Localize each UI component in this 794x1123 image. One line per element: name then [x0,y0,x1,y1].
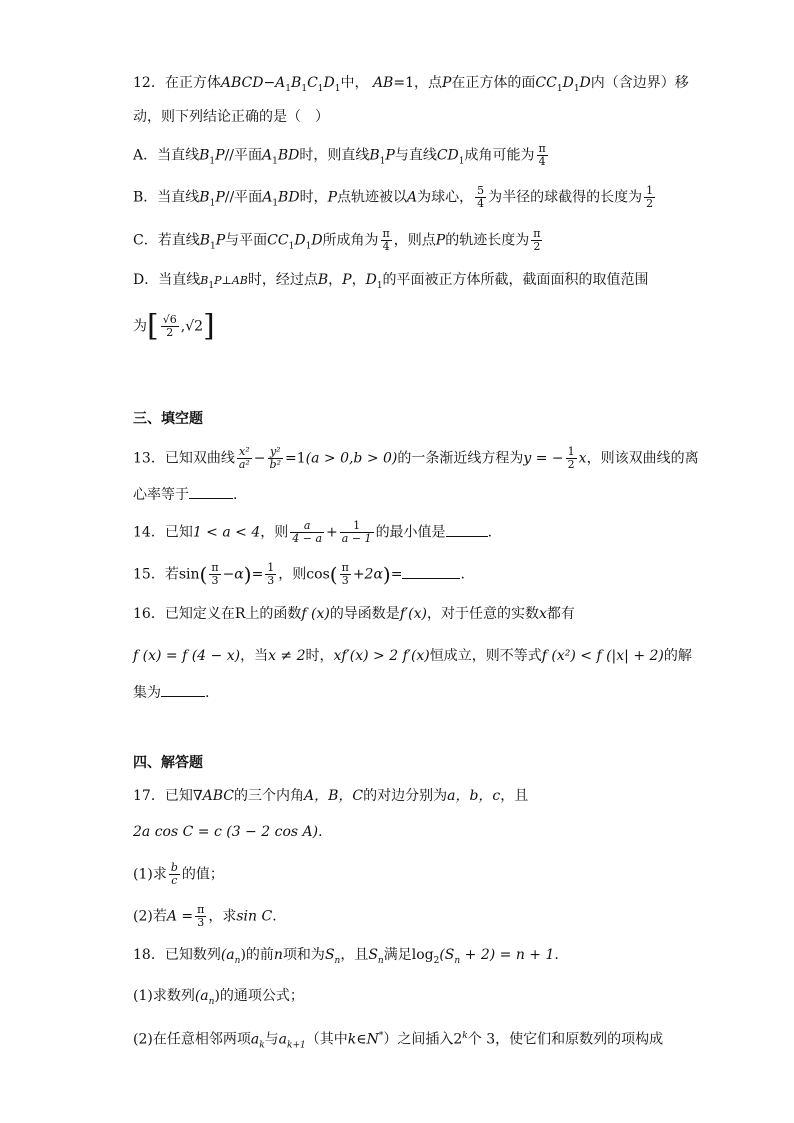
fraction [268,446,283,471]
q16-text: ，对于任意的实数 [427,606,539,622]
q18-sub: k+1 [287,1040,306,1051]
q12-sub: 1 [334,83,341,94]
option-text: 的平面被正方体所截，截面面积的取值范围 [382,272,649,288]
q16-math: x ≠ 2 [268,648,306,664]
q15-text: 15．若 [133,566,179,583]
fraction [340,520,374,545]
q17-text: (1)求 [133,866,167,883]
q12-sub: 1 [285,83,292,94]
q16-text: 集为 [133,685,161,701]
q13-text: ，则该双曲线的离 [586,450,699,467]
fraction-denominator: 4 − a [292,532,323,545]
fraction-numerator: x² [237,446,252,459]
q18-line1 [133,945,559,971]
q12-math: D [579,75,591,91]
option-text: 为球心， [417,189,474,206]
q15-math: = [390,566,403,583]
option-sub: 1 [458,156,465,167]
q12-math: B [291,75,302,91]
q18-math: ) [240,947,246,963]
fraction-numerator: 1 [267,561,275,574]
option-math: BD [278,189,300,206]
q16-math: xf′(x) > 2 f′(x) [333,648,430,664]
q12-text: 中， [340,75,369,91]
q15-text: . [460,566,465,583]
fraction-numerator: √6 [162,313,177,326]
q15-line [133,562,465,587]
q16-math: f (x²) < f (|x| + 2) [541,648,664,664]
fraction-denominator: b² [269,458,281,471]
option-math: B [200,274,209,287]
q18-sub: n [377,955,384,966]
q13-line2 [133,484,237,505]
paren-left: ( [329,562,338,587]
option-sub: 1 [376,280,383,291]
q18-text: 18．已知数列 [133,947,221,963]
q12-math: D [562,75,574,91]
paren-left: ( [199,562,208,587]
fraction-numerator: 1 [646,184,654,197]
q15-math: cos [306,566,330,583]
q18-text: 的前 [245,947,274,963]
q12-math: D [323,75,335,91]
q12-line2: 动，则下列结论正确的是（ ） [133,109,329,125]
q12-text: 内（含边界）移 [590,75,689,91]
option-text: //平面 [224,147,263,164]
q18-text: ，且 [340,947,369,963]
q17-math: A = [166,908,194,925]
option-text: A．当直线 [133,147,200,164]
q13-math: x [578,450,587,467]
option-math: A [406,189,418,206]
q17-part2 [133,904,277,929]
q17-text: 17．已知 [133,788,193,804]
q16-line3 [133,682,209,703]
q12-text: 在正方体的面 [451,75,536,91]
option-math: BD [277,147,300,164]
fraction [340,562,351,587]
bracket-right: ] [203,308,215,344]
q12-option-a [133,143,550,171]
q12-sub: 1 [573,83,580,94]
q18-math: n [273,947,283,963]
fraction-numerator: π [197,903,205,916]
fraction-numerator: π [211,561,219,574]
q12-sub: 1 [317,83,324,94]
fraction [381,228,392,253]
q17-text: 的对边分别为 [363,788,448,804]
q16-math: x [539,606,547,622]
fraction [195,904,206,929]
q18-math: log [411,947,434,963]
option-sub: 1 [209,156,216,167]
option-sub: 1 [209,198,216,209]
option-math: P [215,189,225,206]
q13-math: (a > 0,b > 0) [305,450,398,467]
q17-text: (2)若 [133,908,167,925]
q18-text: 满足 [383,947,412,963]
q16-text: 的解 [663,648,692,664]
fraction-denominator: 3 [341,574,349,587]
q12-option-d-line2 [133,308,215,344]
q18-part1 [133,986,304,1012]
q14-line [133,520,492,545]
q18-sup: k [462,1031,468,1041]
answer-blank[interactable] [402,564,460,579]
option-text: 所成角为 [322,232,379,249]
q18-sub: n [234,955,241,966]
bracket-left: [ [147,308,159,344]
q18-part2 [133,1026,663,1055]
q17-math: sin C [236,908,273,925]
q13-math: =1 [284,450,306,467]
option-math: CC [267,232,289,249]
fraction-numerator: π [382,227,390,240]
q14-math: + [326,524,338,541]
fraction-denominator: 3 [197,916,205,929]
option-math: D [365,272,377,288]
q18-text: （其中 [305,1031,348,1048]
fraction-numerator: y² [268,446,283,459]
q17-math: a，b，c [447,788,501,804]
q17-line1 [133,786,528,806]
option-math: B [369,147,380,164]
option-text: ，则点 [393,232,436,249]
q18-math: (a [194,988,209,1004]
answer-blank[interactable] [189,484,233,499]
q18-math: ) [214,988,220,1004]
q18-text: ）之间插入 [383,1031,454,1048]
option-math: B [199,232,211,249]
fraction-numerator: b [170,861,178,874]
q17-text: ，且 [500,788,529,804]
fraction-denominator: c [171,874,178,887]
option-sub: 1 [288,241,295,252]
q12-math: P [441,75,452,91]
q18-sub: n [454,955,461,966]
option-sub: 1 [210,241,216,252]
option-math: P [435,232,446,249]
fraction [537,143,548,168]
q16-text: 恒成立，则不等式 [429,648,542,664]
fraction [475,185,486,210]
q12-option-b [133,185,657,213]
q16-text: . [205,685,210,701]
q12-option-c [133,228,544,256]
q18-text: (1)求数列 [133,988,195,1004]
q18-sup: * [378,1031,384,1041]
q18-text: 个 3，使它们和原数列的项构成 [467,1031,664,1048]
q18-math: (a [220,947,235,963]
option-sub: 1 [272,156,278,167]
q16-math: f′(x) [399,606,427,622]
q12-text: 12．在正方体 [133,75,221,91]
fraction [644,185,655,210]
fraction [566,446,577,471]
q12-sub: 1 [301,83,308,94]
q16-line1 [133,604,575,624]
q16-text: 时， [305,648,334,664]
q18-math: k∈N [347,1031,379,1048]
fraction-denominator: 4 [538,155,546,168]
fraction-numerator: π [341,561,349,574]
q14-text: . [487,524,493,541]
fraction [209,562,220,587]
option-math: P [214,274,222,287]
q16-math: f (x) [301,606,330,622]
option-text: 时，则直线 [299,147,370,164]
option-text: //平面 [224,189,263,206]
q15-math: −α [222,566,244,583]
q17-math: ∇ABC [192,788,234,804]
fraction-numerator: a [290,520,324,533]
option-text: C．若直线 [133,232,200,249]
q15-math: = [251,566,264,583]
option-math: P [215,232,226,249]
option-math: P [342,272,352,288]
q13-text: 心率等于 [133,487,189,503]
section-heading-fill-in: 三、填空题 [133,411,203,427]
q16-line2 [133,646,692,666]
fraction-denominator: 2 [567,458,575,471]
q18-math: S [324,947,335,963]
option-math: P [385,147,395,164]
option-text: 点轨迹被以 [336,189,407,206]
option-math: B [317,272,329,288]
option-text: 的轨迹长度为 [445,232,530,249]
q17-text: . [318,824,323,840]
q15-math: +2α [352,566,383,583]
fraction [531,228,542,253]
q12-line1 [133,73,689,99]
q16-math: f (x) = f (4 − x) [133,648,241,664]
option-sub: 1 [208,280,215,291]
q18-sub: 2 [433,955,440,966]
option-text: ， [351,272,366,288]
q12-math: C [307,75,318,91]
option-text: 时，经过点 [247,272,318,288]
q18-text: 项和为 [282,947,325,963]
fraction [237,446,252,471]
fraction-denominator: 2 [166,326,174,339]
q18-sub: k [259,1040,265,1051]
q17-text: . [272,908,277,925]
q15-text: ，则 [278,566,307,583]
option-math: A [262,189,273,206]
fraction [169,862,180,887]
fraction-denominator: a² [238,458,250,471]
fraction-denominator: 4 [477,197,485,210]
q16-text: ，当 [240,648,269,664]
fraction [290,520,324,545]
option-math: AB [231,274,248,287]
answer-blank[interactable] [161,682,205,697]
option-math: P [215,147,225,164]
option-math: D [294,232,306,249]
q18-math: (S [439,947,455,963]
q13-line1 [133,446,699,471]
fraction-numerator: π [538,142,546,155]
q18-text: (2)在任意相邻两项 [133,1031,251,1048]
fraction-denominator: 3 [211,574,219,587]
option-text: 成角可能为 [464,147,535,164]
option-math: √2 [185,318,204,335]
q18-math: a [250,1031,260,1048]
fraction-numerator: 1 [340,520,374,533]
option-math: , [180,318,186,335]
q16-text: 16．已知定义在R上的函数 [133,606,302,622]
q12-math: A [275,75,286,91]
option-math: A [262,147,273,164]
q15-math: sin [178,566,200,583]
paren-right: ) [243,562,252,587]
q17-text: 的值； [181,866,224,883]
q13-math: y = − [523,450,564,467]
fraction [265,562,276,587]
option-sub: 1 [379,156,386,167]
q12-text: ，点 [413,75,442,91]
option-text: 与平面 [225,232,268,249]
q13-text: 13．已知双曲线 [133,450,235,467]
fraction-numerator: 5 [477,184,485,197]
option-sub: 1 [305,241,312,252]
section-heading-answer: 四、解答题 [133,755,203,771]
fraction-denominator: 2 [533,240,541,253]
q18-math: + 2) = n + 1 [460,947,555,963]
fraction-denominator: 3 [267,574,275,587]
option-text: ， [328,272,343,288]
option-text: B．当直线 [133,189,200,206]
q16-text: 都有 [546,606,575,622]
q18-text: . [554,947,559,963]
q14-text: ，则 [260,524,289,541]
fraction-denominator: 2 [646,197,654,210]
option-math: CD [436,147,459,164]
q12-sub: 1 [556,83,563,94]
q13-text: . [233,487,238,503]
q17-text: 的三个内角 [233,788,304,804]
option-math: D [311,232,323,249]
q14-text: 14．已知 [133,524,193,541]
option-text: 与直线 [394,147,437,164]
q18-math: 2 [453,1031,463,1048]
q17-math: 2a cos C = c (3 − 2 cos A) [133,824,319,840]
q12-math: AB [372,75,394,91]
option-sub: 1 [272,198,279,209]
q14-text: 的最小值是 [375,524,446,541]
q14-math: 1 < a < 4 [192,524,261,541]
option-math: B [199,147,210,164]
fraction-denominator: a − 1 [341,532,372,545]
option-math: ⊥ [221,274,232,287]
q13-math: − [253,450,266,467]
q12-math: CC [535,75,557,91]
option-text: 为半径的球截得的长度为 [488,189,643,206]
q18-text: 的通项公式； [219,988,304,1004]
paren-right: ) [382,562,391,587]
q17-math: A，B，C [303,788,364,804]
q12-math: ABCD [220,75,264,91]
answer-blank[interactable] [446,522,488,537]
fraction-numerator: π [533,227,541,240]
q16-text: 的导函数是 [329,606,400,622]
fraction-denominator: 4 [382,240,390,253]
q12-math: =1 [393,75,414,91]
q18-text: 与 [264,1031,279,1048]
option-math: B [199,189,210,206]
option-text: 时， [299,189,328,206]
fraction-numerator: 1 [567,445,575,458]
q18-math: a [278,1031,288,1048]
q12-math: − [263,75,276,91]
q17-part1 [133,862,224,887]
option-text: D．当直线 [133,272,201,288]
q18-sub: n [208,996,215,1007]
q17-equation [133,822,323,842]
option-text: 为 [133,318,147,335]
option-math: P [327,189,337,206]
q12-option-d [133,270,649,296]
q13-text: 的一条渐近线方程为 [397,450,524,467]
q17-text: ，求 [208,908,237,925]
q18-sub: n [334,955,341,966]
fraction [161,314,179,339]
q18-math: S [368,947,378,963]
